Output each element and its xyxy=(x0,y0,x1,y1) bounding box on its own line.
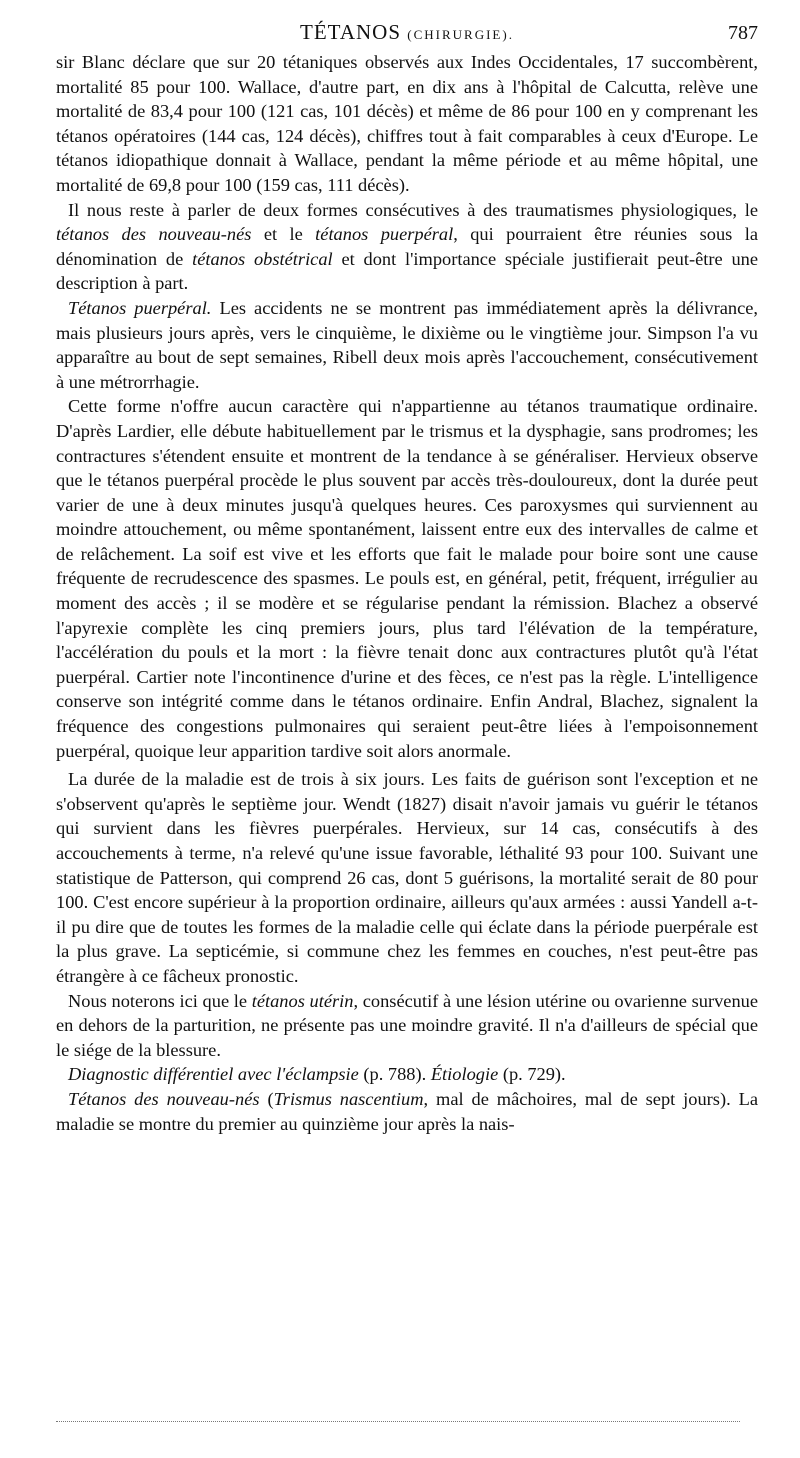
text-run: , mal de mâchoires, mal de sept jours). La maladie se montre du premier au quinzième jour après la nais- xyxy=(56,1088,758,1134)
text-run: (p. 788). xyxy=(358,1064,431,1085)
paragraph-diagnosis xyxy=(56,1062,758,1087)
italic-term: tétanos puerpéral xyxy=(315,224,454,245)
text-run: ( xyxy=(259,1088,274,1109)
italic-term: tétanos des nouveau-nés xyxy=(56,224,252,245)
page-number: 787 xyxy=(728,22,758,44)
paragraph-puerperal xyxy=(56,296,758,394)
text-run: Cette forme n'offre aucun caractère qui n'appartienne au tétanos traumatique ordinaire. D'après Lardier, elle débute habituellement par le trismus et la dysphagie, sans prodromes; les contractures s'étendent ensuite et montrent de la tendance à se généraliser. Hervieux observe que le tétanos puerpéral procède le plus souvent par accès très-douloureux, dont la durée peut varier de une à deux minutes jusqu'à quelques heures. Ces paroxysmes qui surviennent au moindre attouchement, ou même spontanément, laissent entre eux des intervalles de calme et de relâchement. La soif est vive et les efforts que fait le malade pour boire sont une cause fréquente de recrudescence des spasmes. Le pouls est, en général, petit, fréquent, irrégulier au moment des accès ; il se modère et se régularise pendant la rémission. Blachez a observé l'apyrexie complète les cinq premiers jours, plus tard l'élévation de la température, l'accélération du pouls et la mort : la fièvre tenait donc aux contractures plutôt qu'à l'état puerpéral. Cartier note l'incontinence d'urine et des fèces, ce n'est pas la règle. L'intelligence conserve son intégrité comme dans le tétanos ordinaire. Enfin Andral, Blachez, signalent la fréquence des congestions pulmonaires qui seraient peut-être liées à l'empoisonnement puerpéral, quoique leur apparition tardive soit alors anormale. xyxy=(56,396,758,761)
italic-term: Étiologie xyxy=(430,1064,499,1085)
header-subtitle: (CHIRURGIE). xyxy=(407,27,514,42)
header-title: TÉTANOS xyxy=(300,20,402,44)
paragraph-uterine xyxy=(56,989,758,1063)
text-run: sir Blanc déclare que sur 20 tétaniques observés aux Indes Occidentales, 17 succombèrent, mortalité 85 pour 100. Wallace, d'autre part, en dix ans à l'hôpital de Calcutta, relève une mortalité de 83,4 pour 100 (121 cas, 101 décès) et même de 86 pour 100 en y comprenant les tétanos opératoires (144 cas, 124 décès), chiffres tout à fait comparables à ceux d'Europe. Le tétanos idiopathique donnait à Wallace, pendant la même période et au même hôpital, une mortalité de 69,8 pour 100 (159 cas, 111 décès). xyxy=(56,52,758,195)
text-run: et dont l'importance spéciale justifierait peut-être une description à part. xyxy=(56,248,758,294)
italic-term: Trismus nascentium xyxy=(273,1088,424,1109)
italic-term: Tétanos des nouveau-nés xyxy=(68,1088,260,1109)
paragraph-newborn xyxy=(56,1087,758,1136)
text-run: Il nous reste à parler de deux formes consécutives à des traumatismes physiologiques, le xyxy=(68,199,758,220)
text-run: (p. 729). xyxy=(498,1064,566,1085)
footer-rule xyxy=(56,1421,740,1422)
text-run: , qui pourraient être réunies sous la dénomination de xyxy=(56,224,758,269)
italic-term: tétanos obstétrical xyxy=(192,248,333,269)
text-run: La durée de la maladie est de trois à six jours. Les faits de guérison sont l'exception et ne s'observent qu'après le septième jour. Wendt (1827) disait n'avoir jamais vu guérir le tétanos qui survient dans les fièvres puerpérales. Hervieux, sur 14 cas, consécutifs à des accouchements à terme, n'a relevé qu'une issue favorable, léthalité 93 pour 100. Suivant une statistique de Patterson, qui comprend 26 cas, dont 5 guérisons, la mortalité serait de 80 pour 100. C'est encore supérieur à la proportion ordinaire, ailleurs qu'aux armées : aussi Yandell a-t-il pu dire que de toutes les formes de la maladie celle qui éclate dans la période puerpérale est la plus grave. La septicémie, si commune chez les femmes en couches, n'est peut-être pas étrangère à ce fâcheux pronostic. xyxy=(56,769,758,986)
page-header xyxy=(56,0,758,44)
italic-term: tétanos utérin xyxy=(251,990,354,1011)
italic-term: Diagnostic différentiel avec l'éclampsie xyxy=(68,1064,359,1085)
body-text xyxy=(56,50,758,1136)
italic-term: Tétanos puerpéral. xyxy=(68,297,212,318)
text-run: Les accidents ne se montrent pas immédiatement après la délivrance, mais plusieurs jours après, vers le cinquième, le dixième ou le vingtième jour. Simpson l'a vu apparaître au bout de sept semaines, Ribell deux mois après l'accouchement, consécutivement à une métrorrhagie. xyxy=(56,297,759,392)
paragraph-symptoms xyxy=(56,394,758,763)
text-run: et le xyxy=(251,224,316,245)
text-run: , consécutif à une lésion utérine ou ovarienne survenue en dehors de la parturition, ne présente pas une moindre gravité. Il n'a d'ailleurs de spécial que le siége de la blessure. xyxy=(56,990,758,1060)
paragraph-duration xyxy=(56,767,758,988)
paragraph-continuation xyxy=(56,50,758,198)
paragraph-obstetrical-intro xyxy=(56,198,758,296)
running-title xyxy=(56,20,758,45)
text-run: Nous noterons ici que le xyxy=(68,990,252,1011)
